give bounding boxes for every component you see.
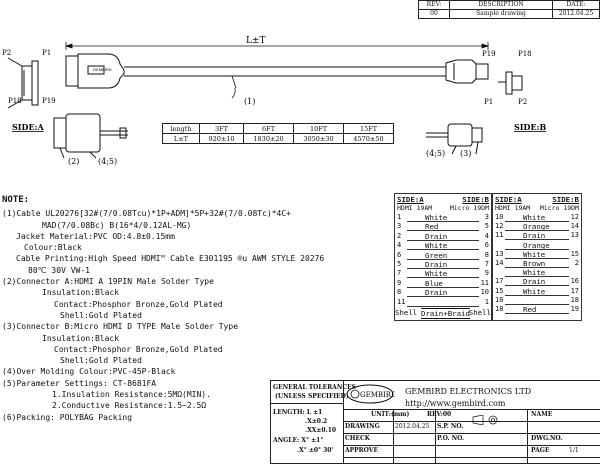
rev-value: 00 [419,10,450,19]
page-value: 1/1 [569,447,579,454]
left-pin-b: 3 [484,213,489,221]
unit-label: UNIT:(mm) [371,411,410,418]
wiring-right-side-a: SIDE:A [495,195,522,204]
left-wire-color: Blue [425,278,443,288]
right-pin-b: 16 [570,277,579,286]
dwg-label: DWG.NO. [531,435,563,442]
description-value: Sample drawing [450,10,553,19]
left-wire-color: Drain [425,288,448,298]
length-table-header-3: 10FT [294,124,344,134]
note-line: Shell:Gold Plated [60,356,142,366]
left-pin-b: 7 [484,260,489,268]
length-table-cell-0: L±T [163,134,200,144]
left-wire-color: White [425,241,448,251]
right-pin-b: 18 [570,295,579,304]
right-pin-a: 15 [495,286,504,295]
length-table-cell-3: 3050±30 [294,134,344,144]
left-pin-a: 7 [397,269,402,278]
p2-right-label: P2 [518,98,528,106]
right-wire-color: White [523,286,546,296]
length-table [162,123,394,144]
left-pin-a: 11 [397,297,406,306]
right-pin-a: 16 [495,295,504,304]
note-line: 80℃ 30V VW-1 [28,265,90,275]
left-wire-color: Drain [425,260,448,269]
left-pin-a: 8 [397,288,402,297]
left-pin-a: 2 [397,231,402,240]
date-header: DATE: [553,1,600,10]
p19-right-label: P19 [482,50,496,58]
callout-45-left-label: (4;5) [98,157,118,166]
note-line: Colour:Black [24,243,82,253]
length-table-cell-1: 920±10 [199,134,243,144]
callout-3-label: (3) [460,149,472,158]
length-label: L±T [246,36,266,46]
left-wire-color: White [425,213,448,222]
p18-right-label: P18 [518,50,532,58]
right-wire-color: Drain [523,277,546,287]
p19-left-label: P19 [42,97,56,105]
note-line: (3)Connector B:Micro HDMI D TYPE Male Solder Type [2,322,239,332]
note-line: Cable Printing:High Speed HDMI™ Cable E301195 ®u AWM STYLE 20276 [16,254,325,264]
note-line: 2.Conductive Resistance:1.5~2.5Ω [52,401,207,411]
approve-label: APPROVE [345,447,379,454]
tolerances-box [271,381,356,463]
wiring-left-side-b: SIDE:B [462,195,489,204]
left-wire-color: Drain [425,231,448,241]
right-pin-a: 14 [495,259,504,267]
title-block [270,380,600,464]
left-wire-color: Green [425,250,448,260]
note-line: (2)Connector A:HDMI A 19PIN Male Solder Type [2,277,214,287]
right-pin-b: 13 [570,231,579,240]
left-pin-a: 3 [397,222,402,231]
connector-b-side-view [498,72,522,94]
gembird-logo [345,383,395,405]
cable-body [66,54,488,88]
right-wire-line [505,295,569,296]
note-line: (1)Cable UL20276[32#(7/0.08Tcu)*1P+ADM]*5P+32#(7/0.08Tc)*4C+ [2,209,291,219]
notes-title: NOTE: [2,195,30,205]
length-table-cell-4: 4570±50 [344,134,394,144]
name-label: NAME [531,411,553,418]
p2-left-label: P2 [2,49,12,57]
left-wire-line [407,221,479,222]
left-pin-a: 6 [397,250,402,259]
length-table-header-0: length [163,124,200,134]
company-website: http://www.gembird.com [405,399,506,408]
wiring-right-side-b: SIDE:B [552,195,579,204]
callout-2-label: (2) [68,157,80,166]
drawing-label: DRAWING [345,423,380,430]
tolerances-title: GENERAL TOLERANCES [273,384,356,391]
right-pin-a: 11 [495,231,504,240]
note-line: (5)Parameter Settings: CT-8681FA [2,378,157,388]
right-wire-color: Drain [523,231,546,241]
left-pin-a: 5 [397,260,402,268]
wiring-right-hdmi-b: Micro 19DM [539,204,579,212]
right-pin-a: 12 [495,222,504,231]
side-b-label: SIDE:B [514,122,547,132]
left-wire-line [407,296,479,297]
length-tolerance: LENGTH: L ±1 [273,409,323,416]
callout-45-right-label: (4;5) [426,149,446,158]
note-line: Jacket Material:PVC OD:4.8±0.15mm [16,231,175,241]
right-pin-a: 18 [495,305,504,313]
right-wire-color: White [523,213,546,222]
wiring-table-right [492,193,582,321]
rev-header: REV: [419,1,450,10]
revision-table [418,0,600,19]
right-wire-line [505,304,569,305]
callout-1-label: (1) [244,97,256,106]
p1-right-label: P1 [484,98,494,106]
left-pin-b: 9 [484,269,489,278]
length-table-cell-2: 1830±20 [244,134,294,144]
right-pin-b: 2 [574,259,579,267]
side-a-label: SIDE:A [12,122,44,132]
right-pin-a: 17 [495,277,504,286]
wiring-table-left [394,193,492,321]
right-wire-color: Orange [523,240,550,250]
callout-1-leader [232,88,235,98]
tolerance-xx: .XX±0.10 [305,427,337,434]
right-pin-b: 12 [570,213,579,221]
rev-label: REV:00 [427,411,452,418]
length-table-header-1: 3FT [199,124,243,134]
projection-symbol [471,410,501,429]
left-pin-a: 4 [397,241,402,250]
right-wire-color: White [523,249,546,259]
logo-text: GEMBIRD [360,391,395,399]
angle-tolerance: ANGLE: X° ±1° [273,437,324,444]
length-table-header-2: 6FT [244,124,294,134]
cable-logo-mark: GEMBIRD [93,67,112,72]
wiring-left-shell-b: Shell [468,308,491,317]
note-line: MAD(7/0.08Bc) B(16*4/0.12AL-MG) [42,220,192,230]
wiring-left-side-a: SIDE:A [397,195,424,204]
wiring-left-hdmi-b: Micro 19DM [449,204,489,212]
left-pin-a: 1 [397,213,402,221]
check-label: CHECK [345,435,371,442]
drawing-date: 2012.04.25 [395,423,430,430]
length-dimension [66,42,488,50]
right-pin-a: 13 [495,249,504,258]
right-wire-color: Red [523,305,537,314]
left-pin-b: 5 [484,222,489,231]
date-value: 2012.04.25 [553,10,600,19]
left-pin-b: 11 [480,278,489,287]
p1-left-label: P1 [42,49,52,57]
company-name: GEMBIRD ELECTRONICS LTD [405,387,532,396]
right-pin-b: 19 [570,305,579,313]
note-line: (4)Over Molding Colour:PVC-45P-Black [2,367,176,377]
right-wire-line [505,313,569,314]
right-wire-color: White [523,268,546,278]
note-line: Insulation:Black [42,288,120,298]
right-pin-b: 15 [570,249,579,258]
page-label: PAGE [531,447,550,454]
note-line: Insulation:Black [42,333,120,343]
angle-x-tolerance: .X° ±0° 30' [297,447,334,454]
left-pin-b: 1 [484,297,489,306]
tolerances-sub: (UNLESS SPECIFIED) [275,393,349,400]
left-pin-b: 10 [480,288,489,297]
left-wire-color: Red [425,222,439,232]
wiring-right-hdmi-a: HDMI 19AM [495,204,531,212]
cable-drawing [0,30,600,170]
side-a-connector [54,114,128,158]
note-line: (6)Packing: POLYBAG Packing [2,412,133,422]
p18-left-label: P18 [8,97,22,105]
left-wire-line [407,277,479,278]
wiring-left-hdmi-a: HDMI 19AM [397,204,433,212]
left-pin-a: 9 [397,278,402,287]
sp-label: S.P. NO. [437,423,464,430]
right-pin-a: 10 [495,213,504,221]
length-table-header-4: 15FT [344,124,394,134]
wiring-left-shell-mid: Drain+Braid [421,309,470,318]
note-line: Shell:Gold Plated [60,310,142,320]
note-line: Contact:Phosphor Bronze,Gold Plated [54,299,223,309]
right-wire-color: Orange [523,222,550,232]
note-line: Contact:Phosphor Bronze,Gold Plated [54,344,223,354]
wiring-left-shell-a: Shell [395,308,418,317]
description-header: DESCRIPTION [450,1,553,10]
right-wire-color: Brown [523,259,546,268]
left-pin-b: 6 [484,241,489,250]
left-pin-b: 4 [484,231,489,240]
left-wire-color: White [425,269,448,279]
right-pin-b: 17 [570,286,579,295]
callout-1-tick [232,76,236,88]
left-wire-line [407,306,479,307]
right-pin-b: 14 [570,222,579,231]
tolerance-x0: .X±0.2 [305,418,328,425]
po-label: P.O. NO. [437,435,465,442]
left-pin-b: 8 [484,250,489,259]
note-line: 1.Insulation Resistance:5MΩ(MIN). [52,390,211,400]
